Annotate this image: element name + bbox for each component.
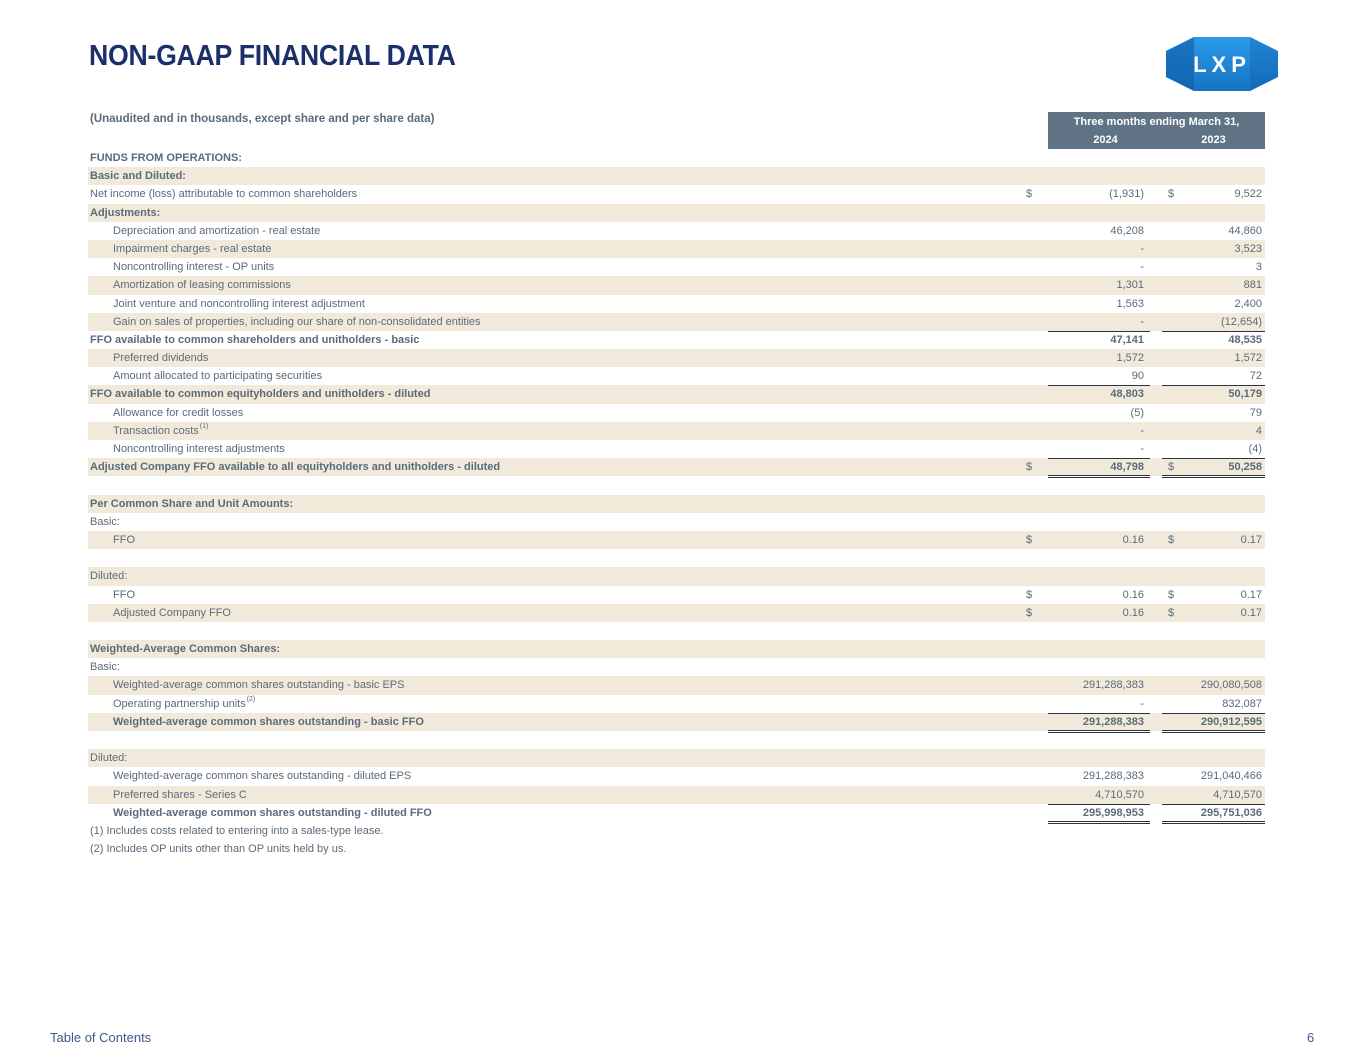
row-label: Noncontrolling interest adjustments: [113, 443, 285, 455]
table-row: [88, 804, 1265, 822]
value-2024: 1,572: [1116, 352, 1144, 365]
table-row: [88, 331, 1265, 349]
value-2024: 291,288,383: [1082, 770, 1144, 783]
value-2024: -: [1140, 443, 1144, 455]
underline-rule: [1162, 458, 1265, 459]
table-row: [88, 749, 1265, 767]
underline-rule: [1048, 385, 1150, 386]
row-label: Basic and Diluted:: [90, 170, 186, 183]
underline-rule: [1048, 821, 1150, 822]
year-2024-header: 2024: [1093, 134, 1118, 146]
table-row: [88, 240, 1265, 258]
value-2024: -: [1140, 261, 1144, 274]
table-row: [88, 640, 1265, 658]
underline-rule: [1048, 477, 1150, 478]
row-label: Amount allocated to participating securities: [113, 370, 323, 383]
row-label: Joint venture and noncontrolling interest adjustment: [113, 297, 365, 310]
value-2024: 1,563: [1116, 297, 1144, 310]
row-label: Adjusted Company FFO available to all equityholders and unitholders - diluted: [90, 461, 501, 474]
underline-rule: [1048, 458, 1150, 459]
table-row: [88, 276, 1265, 294]
underline-rule: [1048, 823, 1150, 824]
value-2024: 46,208: [1110, 224, 1144, 237]
row-label: Adjustments:: [90, 206, 161, 219]
table-row: [88, 167, 1265, 185]
table-row: [88, 367, 1265, 385]
value-2023: 0.17: [1240, 606, 1262, 619]
currency-2024: $: [1026, 606, 1033, 619]
table-row: [88, 149, 1265, 167]
value-2024: -: [1140, 697, 1144, 710]
row-label: Weighted-average common shares outstanding - basic EPS: [113, 679, 405, 692]
period-header: [1048, 112, 1265, 149]
value-2024: -: [1140, 242, 1144, 255]
underline-rule: [1048, 475, 1150, 476]
logo-text: LXP: [1193, 52, 1251, 77]
value-2024: 291,288,383: [1082, 715, 1144, 728]
row-label: FUNDS FROM OPERATIONS:: [90, 152, 242, 164]
underline-rule: [1162, 732, 1265, 733]
table-row: [88, 422, 1265, 440]
table-row: [88, 676, 1265, 694]
table-row: [88, 440, 1265, 458]
underline-rule: [1162, 331, 1265, 332]
row-label: Basic:: [90, 661, 120, 674]
value-2023: (12,654): [1221, 315, 1262, 328]
row-label: FFO: [113, 588, 135, 601]
value-2024: (1,931): [1109, 188, 1144, 201]
value-2023: 4,710,570: [1213, 788, 1262, 801]
value-2024: 48,798: [1110, 461, 1144, 474]
lxp-logo: [1166, 37, 1278, 91]
row-label: Net income (loss) attributable to common shareholders: [90, 188, 358, 201]
row-label: Transaction costs$^{(1)}$: [113, 422, 209, 437]
value-2023: 0.17: [1240, 533, 1262, 546]
table-row: [88, 295, 1265, 313]
value-2024: 0.16: [1122, 533, 1144, 546]
value-2023: 2,400: [1234, 297, 1262, 310]
table-row: [88, 786, 1265, 804]
table-row: [88, 458, 1265, 476]
value-2023: 0.17: [1240, 588, 1262, 601]
table-row: [88, 695, 1265, 713]
underline-rule: [1162, 713, 1265, 714]
value-2023: 3,523: [1234, 242, 1262, 255]
table-row: [88, 349, 1265, 367]
row-label: Diluted:: [90, 570, 128, 583]
table-row: [88, 658, 1265, 676]
value-2024: -: [1140, 315, 1144, 328]
value-2024: 0.16: [1122, 588, 1144, 601]
value-2023: (4): [1248, 443, 1262, 455]
value-2023: 1,572: [1234, 352, 1262, 365]
row-label: Amortization of leasing commissions: [113, 279, 291, 292]
row-label: Weighted-Average Common Shares:: [90, 643, 281, 656]
year-2023-header: 2023: [1201, 134, 1226, 146]
value-2023: 3: [1255, 261, 1262, 274]
table-row: [88, 604, 1265, 622]
currency-2024: $: [1026, 588, 1033, 601]
value-2023: 72: [1249, 370, 1262, 383]
value-2023: 832,087: [1222, 697, 1262, 710]
table-row: [88, 385, 1265, 403]
underline-rule: [1162, 477, 1265, 478]
underline-rule: [1048, 331, 1150, 332]
row-label: FFO available to common equityholders and unitholders - diluted: [90, 388, 431, 401]
table-row: [88, 713, 1265, 731]
footnote-marker: (2): [246, 695, 256, 703]
value-2024: 0.16: [1122, 606, 1144, 619]
currency-2024: $: [1026, 461, 1033, 474]
value-2023: 290,080,508: [1200, 679, 1262, 692]
table-row: [88, 840, 1265, 858]
row-label: Adjusted Company FFO: [113, 606, 231, 619]
row-label: Depreciation and amortization - real estate: [113, 224, 321, 237]
value-2024: 1,301: [1116, 279, 1144, 292]
value-2023: 290,912,595: [1200, 715, 1262, 728]
underline-rule: [1048, 730, 1150, 731]
value-2023: 48,535: [1228, 333, 1262, 346]
row-label: Noncontrolling interest - OP units: [113, 261, 275, 274]
table-row: [88, 258, 1265, 276]
table-row: [88, 731, 1265, 749]
ffo-table: [88, 149, 1265, 858]
currency-2023: $: [1168, 606, 1175, 619]
row-label: Impairment charges - real estate: [113, 242, 272, 255]
underline-rule: [1048, 713, 1150, 714]
underline-rule: [1162, 821, 1265, 822]
underline-rule: [1162, 475, 1265, 476]
underline-rule: [1048, 732, 1150, 733]
row-label: (2) Includes OP units other than OP units held by us.: [90, 843, 347, 856]
row-label: Basic:: [90, 515, 120, 528]
table-row: [88, 313, 1265, 331]
value-2024: 90: [1131, 370, 1144, 383]
value-2024: 47,141: [1110, 333, 1144, 346]
row-label: Preferred dividends: [113, 352, 209, 365]
value-2023: 79: [1249, 406, 1262, 419]
underline-rule: [1162, 385, 1265, 386]
row-label: Weighted-average common shares outstanding - diluted EPS: [113, 770, 412, 783]
value-2023: 295,751,036: [1200, 806, 1262, 819]
table-of-contents-link[interactable]: Table of Contents: [50, 1030, 152, 1045]
period-caption: Three months ending March 31,: [1073, 116, 1240, 128]
table-row: [88, 404, 1265, 422]
row-label: (1) Includes costs related to entering into a sales-type lease.: [90, 824, 384, 837]
value-2023: 9,522: [1234, 188, 1262, 201]
row-label: Diluted:: [90, 752, 128, 765]
table-row: [88, 513, 1265, 531]
value-2023: 4: [1255, 424, 1262, 437]
row-label: Operating partnership units$^{(2)}$: [113, 695, 256, 710]
row-label: Per Common Share and Unit Amounts:: [90, 497, 294, 510]
value-2023: 44,860: [1228, 224, 1262, 237]
currency-2023: $: [1168, 588, 1175, 601]
table-row: [88, 495, 1265, 513]
underline-rule: [1162, 730, 1265, 731]
row-label: Weighted-average common shares outstanding - diluted FFO: [113, 806, 432, 819]
underline-rule: [1162, 823, 1265, 824]
row-label: FFO: [113, 533, 135, 546]
currency-2024: $: [1026, 188, 1033, 201]
currency-2023: $: [1168, 188, 1175, 201]
table-row: [88, 822, 1265, 840]
value-2023: 50,258: [1228, 461, 1262, 474]
footnote-marker: (1): [199, 422, 209, 430]
table-row: [88, 204, 1265, 222]
row-label: Weighted-average common shares outstanding - basic FFO: [113, 715, 424, 728]
row-label: FFO available to common shareholders and unitholders - basic: [90, 333, 420, 346]
table-row: [88, 622, 1265, 640]
value-2023: 50,179: [1228, 388, 1262, 401]
currency-2023: $: [1168, 461, 1175, 474]
page-number: 6: [1307, 1030, 1315, 1045]
row-label: Allowance for credit losses: [113, 406, 244, 419]
underline-rule: [1162, 804, 1265, 805]
value-2024: 48,803: [1110, 388, 1144, 401]
underline-rule: [1048, 804, 1150, 805]
table-row: [88, 767, 1265, 785]
row-label: Gain on sales of properties, including our share of non-consolidated entities: [113, 315, 481, 328]
value-2024: 4,710,570: [1095, 788, 1144, 801]
table-row: [88, 549, 1265, 567]
row-label: Preferred shares - Series C: [113, 788, 247, 801]
table-row: [88, 222, 1265, 240]
value-2023: 881: [1243, 279, 1262, 292]
currency-2024: $: [1026, 533, 1033, 546]
currency-2023: $: [1168, 533, 1175, 546]
unaudited-note: (Unaudited and in thousands, except share and per share data): [90, 113, 435, 125]
value-2024: (5): [1130, 406, 1144, 419]
value-2024: 291,288,383: [1082, 679, 1144, 692]
value-2024: -: [1140, 424, 1144, 437]
table-row: [88, 567, 1265, 585]
value-2024: 295,998,953: [1082, 806, 1144, 819]
table-row: [88, 586, 1265, 604]
table-row: [88, 185, 1265, 203]
table-row: [88, 476, 1265, 494]
page-title: NON-GAAP FINANCIAL DATA: [89, 40, 456, 72]
value-2023: 291,040,466: [1200, 770, 1262, 783]
table-row: [88, 531, 1265, 549]
